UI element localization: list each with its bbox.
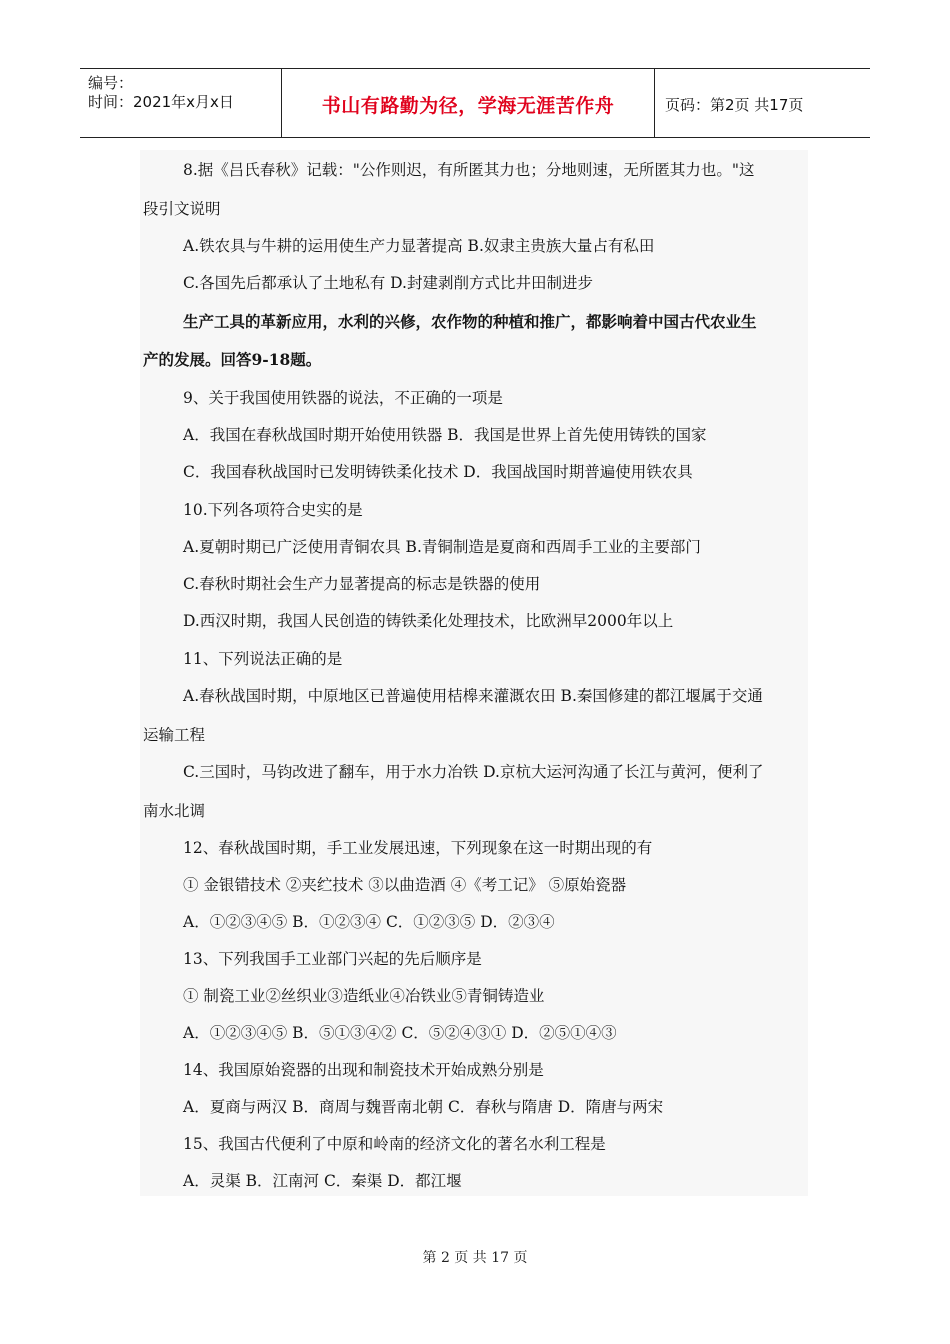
header-middle-cell <box>282 69 655 137</box>
question-11-options-ab: A.春秋战国时期，中原地区已普遍使用桔槔来灌溉农田 B.秦国修建的都江堰属于交通 <box>183 687 763 705</box>
question-11-options-ab-cont: 运输工程 <box>143 726 206 744</box>
section-intro-cont: 产的发展。回答9-18题。 <box>143 350 322 369</box>
question-11-stem: 11、下列说法正确的是 <box>183 650 343 668</box>
section-intro: 生产工具的革新应用，水利的兴修，农作物的种植和推广，都影响着中国古代农业生 <box>183 312 757 331</box>
question-10-option-d: D.西汉时期，我国人民创造的铸铁柔化处理技术，比欧洲早2000年以上 <box>183 612 674 630</box>
question-8-options-ab: A.铁农具与牛耕的运用使生产力显著提高 B.奴隶主贵族大量占有私田 <box>183 237 655 255</box>
question-8-stem-cont: 段引文说明 <box>143 200 221 218</box>
question-13-stem: 13、下列我国手工业部门兴起的先后顺序是 <box>183 950 482 968</box>
question-15-stem: 15、我国古代便利了中原和岭南的经济文化的著名水利工程是 <box>183 1135 606 1153</box>
question-12-items: ① 金银错技术 ②夹纻技术 ③以曲造酒 ④《考工记》 ⑤原始瓷器 <box>183 876 627 894</box>
question-9-stem: 9、关于我国使用铁器的说法，不正确的一项是 <box>183 389 503 407</box>
question-8-stem: 8.据《吕氏春秋》记载："公作则迟，有所匿其力也；分地则速，无所匿其力也。"这 <box>183 161 755 179</box>
document-date-label: 时间：2021年x月x日 <box>88 93 234 111</box>
question-13-items: ① 制瓷工业②丝织业③造纸业④冶铁业⑤青铜铸造业 <box>183 987 545 1005</box>
question-13-options: A．①②③④⑤ B．⑤①③④② C．⑤②④③① D．②⑤①④③ <box>183 1024 617 1042</box>
question-10-stem: 10.下列各项符合史实的是 <box>183 501 363 519</box>
question-10-options-ab: A.夏朝时期已广泛使用青铜农具 B.青铜制造是夏商和西周手工业的主要部门 <box>183 538 701 556</box>
question-15-options: A．灵渠 B．江南河 C．秦渠 D．都江堰 <box>183 1172 462 1190</box>
header-page-info: 页码：第2页 共17页 <box>665 96 804 114</box>
question-11-options-cd-cont: 南水北调 <box>143 802 206 820</box>
question-9-options-ab: A．我国在春秋战国时期开始使用铁器 B．我国是世界上首先使用铸铁的国家 <box>183 426 707 444</box>
question-12-options: A．①②③④⑤ B．①②③④ C．①②③⑤ D．②③④ <box>183 913 555 931</box>
document-code-label: 编号： <box>88 74 134 92</box>
page-footer: 第 2 页 共 17 页 <box>422 1250 528 1266</box>
question-10-option-c: C.春秋时期社会生产力显著提高的标志是铁器的使用 <box>183 575 541 593</box>
header-right-cell <box>655 69 870 137</box>
question-14-stem: 14、我国原始瓷器的出现和制瓷技术开始成熟分别是 <box>183 1061 544 1079</box>
question-9-options-cd: C．我国春秋战国时已发明铸铁柔化技术 D．我国战国时期普遍使用铁农具 <box>183 463 693 481</box>
header-motto: 书山有路勤为径，学海无涯苦作舟 <box>321 95 615 117</box>
header-left-cell <box>80 69 282 137</box>
question-11-options-cd: C.三国时，马钧改进了翻车，用于水力冶铁 D.京杭大运河沟通了长江与黄河，便利了 <box>183 763 764 781</box>
page-header <box>80 68 870 138</box>
question-8-options-cd: C.各国先后都承认了土地私有 D.封建剥削方式比井田制进步 <box>183 274 593 292</box>
question-12-stem: 12、春秋战国时期，手工业发展迅速，下列现象在这一时期出现的有 <box>183 839 653 857</box>
question-14-options: A．夏商与两汉 B．商周与魏晋南北朝 C．春秋与隋唐 D．隋唐与两宋 <box>183 1098 664 1116</box>
